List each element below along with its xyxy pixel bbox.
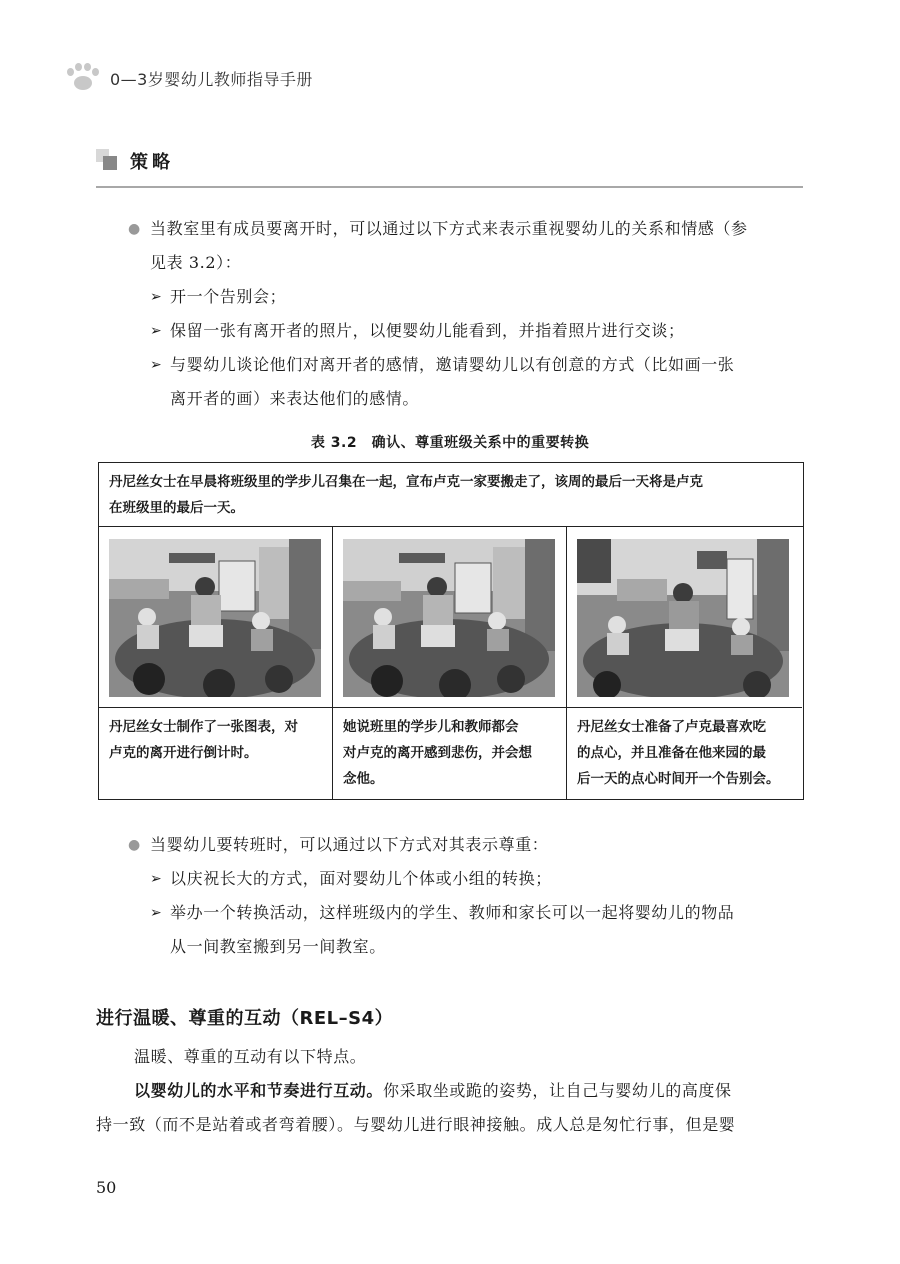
list-item bbox=[128, 212, 804, 246]
bullet-dot-icon: ● bbox=[128, 221, 141, 237]
bullet-list-departure bbox=[128, 212, 804, 416]
classroom-photo-3 bbox=[577, 539, 789, 697]
table-intro-text: 丹尼丝女士在早晨将班级里的学步儿召集在一起，宣布卢克一家要搬走了，该周的最后一天将是卢克 bbox=[109, 474, 703, 490]
page-number: 50 bbox=[96, 1178, 117, 1197]
bullet-text-continued: 见表 3.2）： bbox=[150, 253, 242, 272]
table-intro-text: 在班级里的最后一天。 bbox=[109, 500, 244, 516]
sub-item-text: 举办一个转换活动，这样班级内的学生、教师和家长可以一起将婴幼儿的物品 bbox=[170, 903, 735, 922]
arrow-bullet-icon: ➢ bbox=[150, 289, 163, 305]
cell-text: 念他。 bbox=[343, 771, 384, 787]
table-intro-cell bbox=[99, 463, 803, 527]
subheading: 进行温暖、尊重的互动（REL–S4） bbox=[96, 1008, 394, 1029]
paragraph-text: 你采取坐或跪的姿势，让自己与婴幼儿的高度保 bbox=[383, 1081, 732, 1100]
list-item bbox=[128, 828, 804, 862]
paragraph-text: 持一致（而不是站着或者弯着腰）。与婴幼儿进行眼神接触。成人总是匆忙行事，但是婴 bbox=[96, 1115, 736, 1134]
paragraph-body bbox=[96, 1074, 804, 1142]
sub-list-item bbox=[128, 896, 804, 930]
book-title: 0—3岁婴幼儿教师指导手册 bbox=[110, 69, 313, 89]
cell-text: 丹尼丝女士准备了卢克最喜欢吃 bbox=[577, 719, 766, 735]
transition-table bbox=[98, 462, 804, 800]
bullet-dot-icon: ● bbox=[128, 837, 141, 853]
bullet-list-transfer bbox=[128, 828, 804, 964]
sub-item-text: 开一个告别会； bbox=[170, 287, 287, 306]
cell-text: 丹尼丝女士制作了一张图表，对 bbox=[109, 719, 298, 735]
cell-text: 后一天的点心时间开一个告别会。 bbox=[577, 771, 780, 787]
cell-text: 的点心，并且准备在他来园的最 bbox=[577, 745, 766, 761]
sub-list-item bbox=[128, 314, 804, 348]
classroom-photo-1 bbox=[109, 539, 321, 697]
cell-text: 对卢克的离开感到悲伤，并会想 bbox=[343, 745, 532, 761]
sub-item-text: 与婴幼儿谈论他们对离开者的感情，邀请婴幼儿以有创意的方式（比如画一张 bbox=[170, 355, 735, 374]
table-caption: 表 3.2 确认、尊重班级关系中的重要转换 bbox=[310, 435, 590, 451]
classroom-photo-2 bbox=[343, 539, 555, 697]
cell-text: 她说班里的学步儿和教师都会 bbox=[343, 719, 519, 735]
running-header bbox=[62, 58, 313, 98]
paragraph-intro: 温暖、尊重的互动有以下特点。 bbox=[134, 1047, 367, 1066]
sub-item-text-continued: 离开者的画）来表达他们的感情。 bbox=[170, 389, 420, 408]
table-cell bbox=[567, 707, 802, 799]
table-column-3 bbox=[567, 527, 802, 799]
paw-icon bbox=[62, 62, 102, 94]
sub-item-text: 保留一张有离开者的照片，以便婴幼儿能看到，并指着照片进行交谈； bbox=[170, 321, 685, 340]
bullet-text: 当婴幼儿要转班时，可以通过以下方式对其表示尊重： bbox=[150, 835, 549, 854]
cell-text: 卢克的离开进行倒计时。 bbox=[109, 745, 258, 761]
sub-item-text: 以庆祝长大的方式，面对婴幼儿个体或小组的转换； bbox=[170, 869, 552, 888]
section-divider bbox=[96, 186, 803, 188]
section-heading bbox=[96, 148, 174, 174]
bullet-text: 当教室里有成员要离开时，可以通过以下方式来表示重视婴幼儿的关系和情感（参 bbox=[150, 219, 748, 238]
table-cell bbox=[333, 707, 566, 799]
table-cell bbox=[99, 707, 332, 799]
arrow-bullet-icon: ➢ bbox=[150, 323, 163, 339]
section-title: 策略 bbox=[130, 152, 174, 173]
sub-list-item bbox=[128, 348, 804, 382]
sub-item-text-continued: 从一间教室搬到另一间教室。 bbox=[170, 937, 386, 956]
arrow-bullet-icon: ➢ bbox=[150, 357, 163, 373]
arrow-bullet-icon: ➢ bbox=[150, 905, 163, 921]
section-square-icon bbox=[96, 149, 120, 173]
table-column-1 bbox=[99, 527, 333, 799]
arrow-bullet-icon: ➢ bbox=[150, 871, 163, 887]
sub-list-item bbox=[128, 280, 804, 314]
table-column-2 bbox=[333, 527, 567, 799]
sub-list-item bbox=[128, 862, 804, 896]
paragraph-bold-lead: 以婴幼儿的水平和节奏进行互动。 bbox=[134, 1081, 384, 1100]
